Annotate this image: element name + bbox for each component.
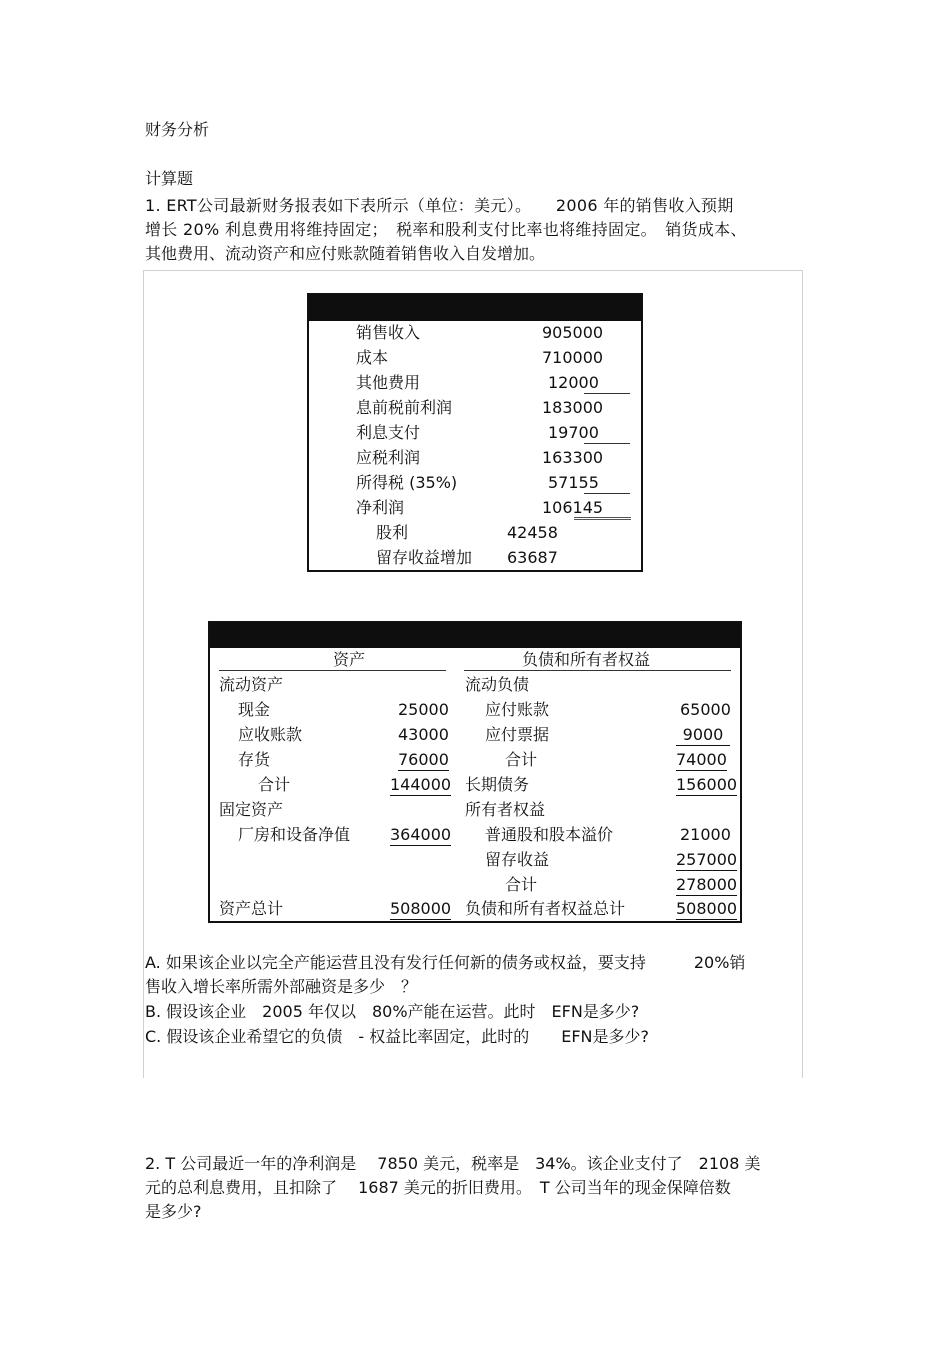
- income-statement-header-bar: [309, 295, 641, 321]
- q2-line-2: 元的总利息费用，且扣除了 1687 美元的折旧费用。 T 公司当年的现金保障倍数: [145, 1178, 731, 1197]
- assets-header: 资产: [333, 650, 366, 669]
- is-value: 106145: [542, 498, 604, 517]
- underline: [584, 493, 630, 494]
- retained-earnings-label: 留存收益: [485, 850, 550, 869]
- long-term-debt-value: 156000: [676, 775, 738, 794]
- is-label: 成本: [356, 348, 389, 367]
- is-label: 净利润: [356, 498, 405, 517]
- is-value: 710000: [542, 348, 604, 367]
- current-liabilities-subtotal-value: 74000: [676, 750, 727, 769]
- is-value: 57155: [548, 473, 599, 492]
- is-value: 905000: [542, 323, 604, 342]
- q1-line-1: 1. ERT公司最新财务报表如下表所示（单位：美元）。 2006 年的销售收入预期: [145, 196, 734, 215]
- equity-subtotal-label: 合计: [505, 875, 538, 894]
- q1-line-3: 其他费用、流动资产和应付账款随着销售收入自发增加。: [145, 244, 546, 263]
- is-label: 应税利润: [356, 448, 421, 467]
- inventory-label: 存货: [238, 750, 271, 769]
- cash-label: 现金: [238, 700, 271, 719]
- retained-earnings-value: 257000: [676, 850, 738, 869]
- is-label: 息前税前利润: [356, 398, 453, 417]
- double-underline: [574, 517, 631, 520]
- cash-value: 25000: [398, 700, 449, 719]
- common-stock-value: 21000: [680, 825, 731, 844]
- underline: [584, 393, 630, 394]
- q1-line-2: 增长 20% 利息费用将维持固定； 税率和股利支付比率也将维持固定。 销货成本、: [145, 220, 747, 239]
- section-title: 计算题: [145, 169, 194, 188]
- inventory-value: 76000: [398, 750, 449, 769]
- is-label: 所得税 (35%): [356, 473, 458, 492]
- income-statement-table: [307, 293, 643, 572]
- notes-payable-label: 应付票据: [485, 725, 550, 744]
- question-c: C. 假设该企业希望它的负债 - 权益比率固定，此时的 EFN是多少?: [145, 1027, 649, 1046]
- is-label: 利息支付: [356, 423, 421, 442]
- question-a-line-1: A. 如果该企业以完全产能运营且没有发行任何新的债务或权益，要支持 20%销: [145, 953, 746, 972]
- equity-subtotal-value: 278000: [676, 875, 738, 894]
- liabilities-header-rule: [464, 670, 731, 671]
- current-assets-subtotal-label: 合计: [258, 775, 291, 794]
- fixed-assets-label: 固定资产: [219, 800, 284, 819]
- receivables-value: 43000: [398, 725, 449, 744]
- is-value: 163300: [542, 448, 604, 467]
- common-stock-label: 普通股和股本溢价: [485, 825, 614, 844]
- q2-line-1: 2. T 公司最近一年的净利润是 7850 美元，税率是 34%。该企业支付了 2108 美: [145, 1154, 761, 1173]
- is-sub-label: 留存收益增加: [376, 548, 473, 567]
- balance-sheet-header-bar: [210, 623, 740, 648]
- ppe-value: 364000: [390, 825, 452, 844]
- is-value: 12000: [548, 373, 599, 392]
- is-value: 183000: [542, 398, 604, 417]
- q2-line-3: 是多少?: [145, 1202, 202, 1221]
- underline: [584, 443, 630, 444]
- balance-sheet-table: [208, 621, 742, 923]
- is-label: 销售收入: [356, 323, 421, 342]
- total-liabilities-equity-label: 负债和所有者权益总计: [465, 899, 626, 918]
- current-liabilities-label: 流动负债: [465, 675, 530, 694]
- long-term-debt-label: 长期债务: [465, 775, 530, 794]
- ppe-label: 厂房和设备净值: [238, 825, 351, 844]
- current-assets-subtotal-value: 144000: [390, 775, 452, 794]
- owners-equity-label: 所有者权益: [465, 800, 546, 819]
- total-assets-label: 资产总计: [219, 899, 284, 918]
- is-sub-value: 42458: [507, 523, 558, 542]
- total-assets-value: 508000: [390, 899, 451, 922]
- liabilities-header: 负债和所有者权益: [522, 650, 651, 669]
- document-title: 财务分析: [145, 120, 210, 139]
- assets-header-rule: [219, 670, 446, 671]
- payables-value: 65000: [680, 700, 731, 719]
- is-value: 19700: [548, 423, 599, 442]
- notes-payable-value: 9000: [676, 725, 730, 746]
- total-liabilities-equity-value: 508000: [676, 899, 737, 922]
- question-b: B. 假设该企业 2005 年仅以 80%产能在运营。此时 EFN是多少?: [145, 1002, 640, 1021]
- question-a-line-2: 售收入增长率所需外部融资是多少 ？: [145, 977, 418, 996]
- payables-label: 应付账款: [485, 700, 550, 719]
- current-assets-label: 流动资产: [219, 675, 284, 694]
- is-label: 其他费用: [356, 373, 421, 392]
- is-sub-label: 股利: [376, 523, 409, 542]
- current-liabilities-subtotal-label: 合计: [505, 750, 538, 769]
- is-sub-value: 63687: [507, 548, 558, 567]
- receivables-label: 应收账款: [238, 725, 303, 744]
